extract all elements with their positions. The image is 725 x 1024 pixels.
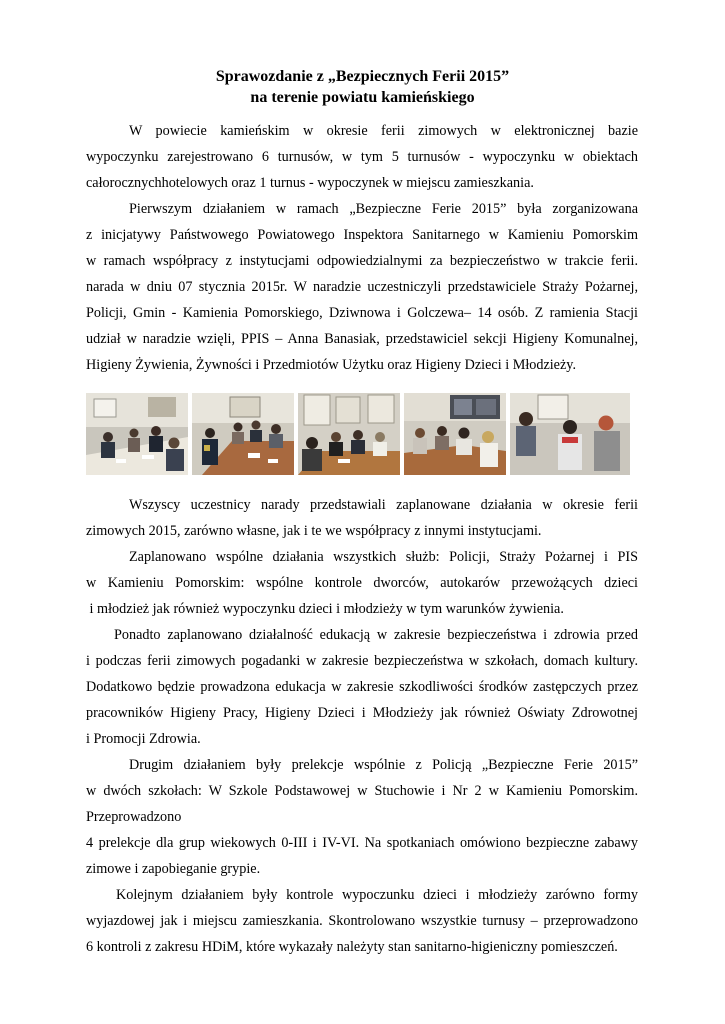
paragraph-line: z inicjatywy Państwowego Powiatowego Inspektora Sanitarnego w Kamieniu Pomorskim [86,227,638,243]
paragraph-line: pracowników Higieny Pracy, Higieny Dzieci i Młodzieży jak również Oświaty Zdrowotnej [86,705,638,721]
title-line-1: Sprawozdanie z „Bezpiecznych Ferii 2015” [215,68,510,85]
paragraph-line: Higieny Żywienia, Żywności i Przedmiotów Użytku oraz Higieny Dzieci i Młodzieży. [86,357,576,373]
paragraph-line: i młodzież jak również wypoczynku dzieci i młodzieży w tym warunków żywienia. [86,601,564,617]
paragraph-5 [86,622,638,752]
paragraph-line: Dodatkowo będzie prowadzona edukacja w zakresie szkodliwości środków zastępczych przez [86,679,638,695]
paragraph-line: w dwóch szkołach: W Szkole Podstawowej w Stuchowie i Nr 2 w Kamieniu Pomorskim. [86,783,638,799]
paragraph-line: W powiecie kamieńskim w okresie ferii zimowych w elektronicznej bazie [129,123,638,139]
paragraph-line: Przeprowadzono [86,809,182,825]
paragraph-line: zimowych 2015, zarówno własne, jak i te we współpracy z innymi instytucjami. [86,523,542,539]
meeting-photos [86,393,630,475]
paragraph-line: w Kamieniu Pomorskim: wspólne kontrole dworców, autokarów przewożących dzieci [86,575,638,591]
paragraph-line: zimowe i zapobieganie grypie. [86,861,261,877]
paragraph-line: Kolejnym działaniem były kontrole wypoczunku dzieci i młodzieży zarówno formy [116,887,638,903]
paragraph-line: Ponadto zaplanowano działalność edukacją w zakresie bezpieczeństwa i zdrowia przed [114,627,638,643]
meeting-photo-1 [86,393,188,475]
title-line-2: na terenie powiatu kamieńskiego [250,89,475,106]
paragraph-line: wyjazdowej jak i miejscu zamieszkania. Skontrolowano wszystkie turnusy – przeprowadzono [86,913,638,929]
paragraph-line: Wszyscy uczestnicy narady przedstawiali zaplanowane działania w okresie ferii [129,497,638,513]
paragraph-4 [86,544,638,622]
document-title [0,66,725,108]
meeting-photo-2 [192,393,294,475]
paragraph-line: narada w dniu 07 stycznia 2015r. W naradzie uczestniczyli przedstawiciele Straży Pożarnej, [86,279,638,295]
paragraph-line: Pierwszym działaniem w ramach „Bezpieczne Ferie 2015” była zorganizowana [129,201,638,217]
paragraph-line: w ramach współpracy z instytucjami odpowiedzialnymi za bezpieczeństwo w trakcie ferii. [86,253,638,269]
paragraph-line: Policji, Gmin - Kamienia Pomorskiego, Dziwnowa i Golczewa– 14 osób. Z ramienia Stacji [86,305,638,321]
paragraph-7 [86,882,638,960]
paragraph-line: 6 kontroli z zakresu HDiM, które wykazały należyty stan sanitarno-higieniczny pomieszczeń. [86,939,618,955]
paragraph-2 [86,196,638,378]
paragraph-line: Zaplanowano wspólne działania wszystkich służb: Policji, Straży Pożarnej i PIS [129,549,638,565]
meeting-photo-5 [510,393,630,475]
paragraph-1 [86,118,638,196]
meeting-photo-4 [404,393,506,475]
paragraph-line: całorocznychhotelowych oraz 1 turnus - wypoczynek w miejscu zamieszkania. [86,175,534,191]
paragraph-line: udział w naradzie wzięli, PPIS – Anna Banasiak, przedstawiciel sekcji Higieny Komunalnej, [86,331,638,347]
paragraph-line: 4 prelekcje dla grup wiekowych 0-III i IV-VI. Na spotkaniach omówiono bezpieczne zabawy [86,835,638,851]
paragraph-line: Drugim działaniem były prelekcje wspólnie z Policją „Bezpieczne Ferie 2015” [129,757,638,773]
paragraph-line: i Promocji Zdrowia. [86,731,201,747]
paragraph-6 [86,752,638,882]
paragraph-3 [86,492,638,544]
paragraph-line: i podczas ferii zimowych pogadanki w zakresie bezpieczeństwa w szkołach, domach kultury. [86,653,638,669]
paragraph-line: wypoczynku zarejestrowano 6 turnusów, w tym 5 turnusów - wypoczynku w obiektach [86,149,638,165]
meeting-photo-3 [298,393,400,475]
